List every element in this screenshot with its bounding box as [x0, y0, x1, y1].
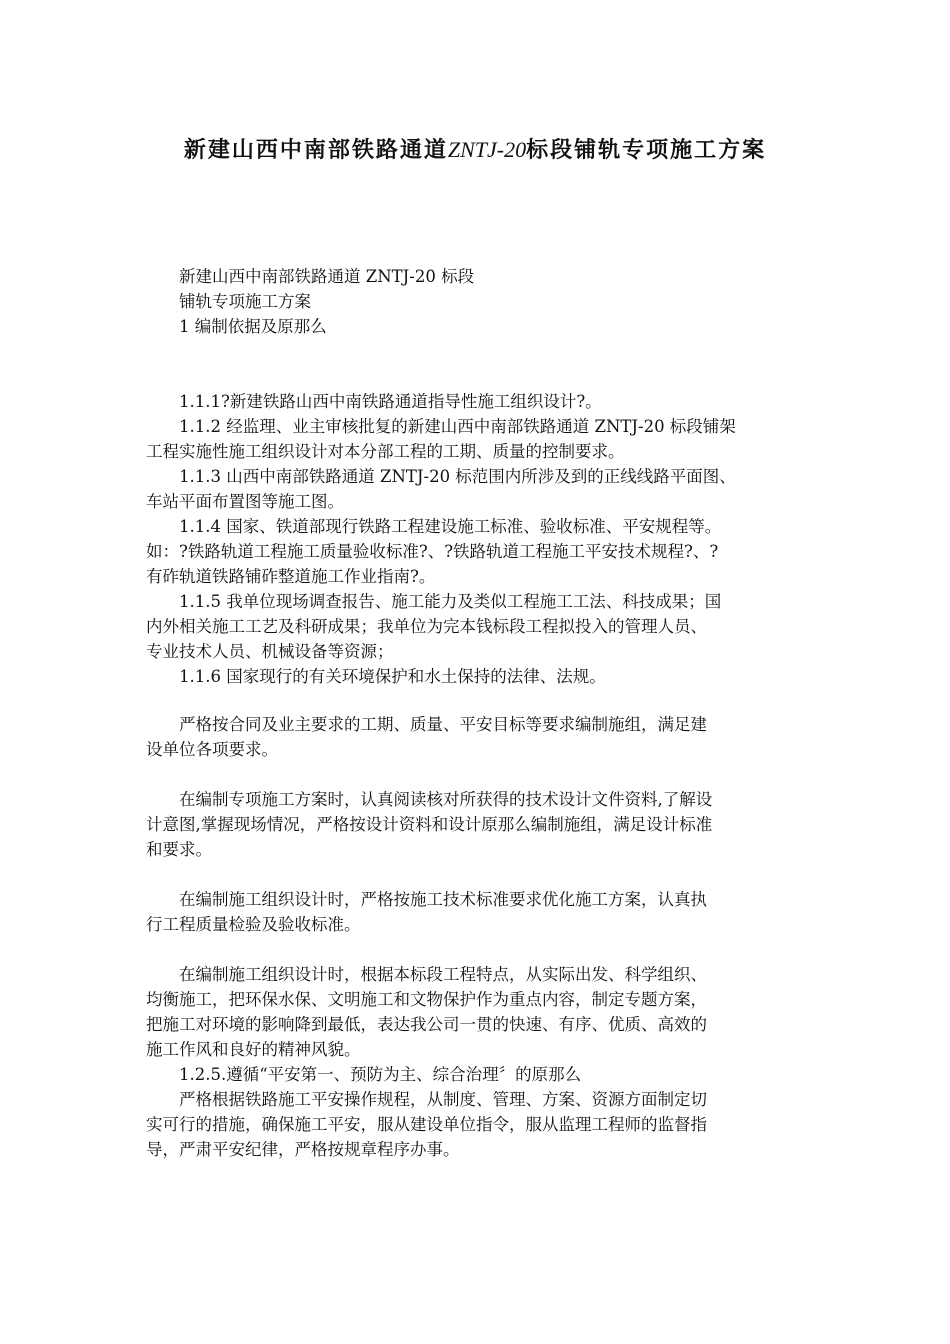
paragraph-1-1-5-line-3: 专业技术人员、机械设备等资源； — [146, 642, 394, 661]
spacer — [146, 937, 806, 962]
paragraph-d-line-1: 在编制施工组织设计时，根据本标段工程特点，从实际出发、科学组织、 — [179, 965, 707, 984]
paragraph-d-line-2: 均衡施工，把环保水保、文明施工和文物保护作为重点内容，制定专题方案， — [146, 990, 707, 1009]
paragraph-1-1-5-line-2: 内外相关施工工艺及科研成果；我单位为完本钱标段工程拟投入的管理人员、 — [146, 617, 707, 636]
paragraph-b-line-1: 在编制专项施工方案时，认真阅读核对所获得的技术设计文件资料,了解设 — [179, 790, 713, 809]
paragraph-b-line-2: 计意图,掌握现场情况，严格按设计资料和设计原那么编制施组，满足设计标准 — [146, 815, 713, 834]
paragraph-a-line-1: 严格按合同及业主要求的工期、质量、平安目标等要求编制施组，满足建 — [179, 715, 707, 734]
title-suffix: 标段铺轨专项施工方案 — [526, 138, 767, 163]
paragraph-1-1-2-line-1: 1.1.2 经监理、业主审核批复的新建山西中南部铁路通道 ZNTJ-20 标段铺架 — [179, 417, 736, 436]
spacer — [146, 339, 806, 389]
paragraph-1-1-6: 1.1.6 国家现行的有关环境保护和水土保持的法律、法规。 — [179, 667, 606, 686]
title-prefix: 新建山西中南部铁路通道 — [183, 138, 448, 163]
heading-plan: 铺轨专项施工方案 — [179, 292, 311, 311]
paragraph-1-1-4-line-1: 1.1.4 国家、铁道部现行铁路工程建设施工标准、验收标准、平安规程等。 — [179, 517, 722, 536]
document-body — [146, 264, 806, 689]
section-heading-1-2-5: 1.2.5.遵循“平安第一、预防为主、综合治理〞的原那么 — [179, 1065, 582, 1084]
paragraph-1-1-3-line-2: 车站平面布置图等施工图。 — [146, 492, 344, 511]
spacer — [146, 762, 806, 787]
paragraph-b-line-3: 和要求。 — [146, 840, 212, 859]
document-body-principles — [146, 712, 806, 1162]
heading-project: 新建山西中南部铁路通道 ZNTJ-20 标段 — [179, 267, 475, 286]
paragraph-e-line-1: 严格根据铁路施工平安操作规程，从制度、管理、方案、资源方面制定切 — [179, 1090, 707, 1109]
paragraph-d-line-4: 施工作风和良好的精神风貌。 — [146, 1040, 361, 1059]
spacer — [146, 862, 806, 887]
paragraph-c-line-1: 在编制施工组织设计时，严格按施工技术标准要求优化施工方案，认真执 — [179, 890, 707, 909]
paragraph-e-line-3: 导，严肃平安纪律，严格按规章程序办事。 — [146, 1140, 460, 1159]
section-heading-1: 1 编制依据及原那么 — [179, 317, 327, 336]
paragraph-1-1-2-line-2: 工程实施性施工组织设计对本分部工程的工期、质量的控制要求。 — [146, 442, 625, 461]
paragraph-1-1-5-line-1: 1.1.5 我单位现场调查报告、施工能力及类似工程施工工法、科技成果；国 — [179, 592, 722, 611]
paragraph-1-1-3-line-1: 1.1.3 山西中南部铁路通道 ZNTJ-20 标范围内所涉及到的正线线路平面图、 — [179, 467, 736, 486]
paragraph-c-line-2: 行工程质量检验及验收标准。 — [146, 915, 361, 934]
paragraph-1-1-4-line-2: 如：?铁路轨道工程施工质量验收标准?、?铁路轨道工程施工平安技术规程?、? — [146, 542, 719, 561]
title-code: ZNTJ-20 — [447, 137, 527, 162]
paragraph-1-1-1: 1.1.1?新建铁路山西中南铁路通道指导性施工组织设计?。 — [179, 392, 602, 411]
paragraph-a-line-2: 设单位各项要求。 — [146, 740, 278, 759]
paragraph-1-1-4-line-3: 有砟轨道铁路铺砟整道施工作业指南?。 — [146, 567, 436, 586]
paragraph-d-line-3: 把施工对环境的影响降到最低，表达我公司一贯的快速、有序、优质、高效的 — [146, 1015, 707, 1034]
document-title — [0, 133, 950, 164]
paragraph-e-line-2: 实可行的措施，确保施工平安，服从建设单位指令，服从监理工程师的监督指 — [146, 1115, 707, 1134]
